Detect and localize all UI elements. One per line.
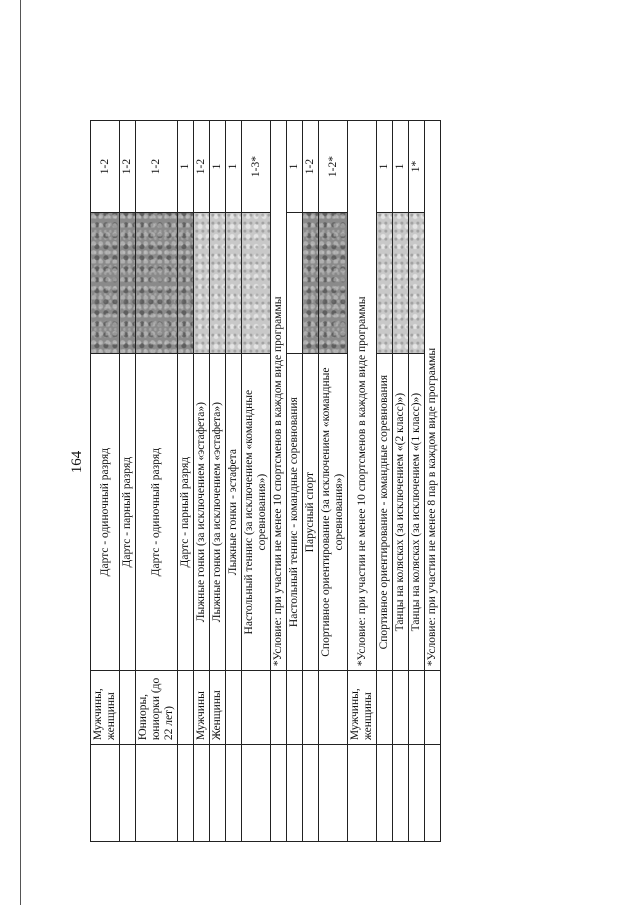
discipline-cell: Лыжные гонки - эстафета (226, 354, 242, 671)
group-cell (120, 671, 136, 745)
discipline-cell: Настольный теннис - командные соревнования (287, 354, 303, 671)
table-row (226, 121, 242, 842)
empty-cell (348, 745, 377, 842)
group-cell (226, 671, 242, 745)
value-cell: 1-2 (91, 121, 120, 213)
table-row (409, 121, 425, 842)
value-cell: 1 (377, 121, 393, 213)
shaded-cell (242, 213, 271, 354)
empty-cell (136, 745, 178, 842)
value-cell: 1-2* (319, 121, 348, 213)
value-cell: 1-2 (194, 121, 210, 213)
discipline-cell: Танцы на колясках (за исключением «(1 класс)») (409, 354, 425, 671)
condition-note: *Условие: при участии не менее 8 пар в каждом виде программы (425, 121, 441, 671)
shaded-cell (136, 213, 178, 354)
table-row (242, 121, 271, 842)
empty-cell (271, 745, 287, 842)
table-row (303, 121, 319, 842)
value-cell: 1-2 (120, 121, 136, 213)
shaded-cell (120, 213, 136, 354)
table-row (319, 121, 348, 842)
table-row (393, 121, 409, 842)
shaded-cell (409, 213, 425, 354)
value-cell: 1-2 (303, 121, 319, 213)
group-cell (393, 671, 409, 745)
sports-table (90, 120, 441, 842)
group-cell: Мужчины, женщины (91, 671, 120, 745)
value-cell: 1-2 (136, 121, 178, 213)
value-cell: 1 (393, 121, 409, 213)
value-cell: 1 (210, 121, 226, 213)
table-body (91, 121, 441, 842)
shaded-cell (377, 213, 393, 354)
group-cell (377, 671, 393, 745)
empty-cell (226, 745, 242, 842)
empty-cell (377, 745, 393, 842)
condition-row (348, 121, 377, 842)
empty-cell (319, 745, 348, 842)
value-cell: 1* (409, 121, 425, 213)
group-cell (287, 671, 303, 745)
condition-row (425, 121, 441, 842)
empty-cell (303, 745, 319, 842)
value-cell: 1 (178, 121, 194, 213)
group-cell: Женщины (210, 671, 226, 745)
table-row (136, 121, 178, 842)
shaded-cell (91, 213, 120, 354)
table-row (194, 121, 210, 842)
value-cell: 1-3* (242, 121, 271, 213)
group-cell (319, 671, 348, 745)
discipline-cell: Спортивное ориентирование - командные соревнования (377, 354, 393, 671)
shaded-cell (210, 213, 226, 354)
shaded-cell (287, 213, 303, 354)
empty-cell (287, 745, 303, 842)
group-cell: Мужчины, женщины (348, 671, 377, 745)
group-cell: Юниоры, юниорки (до 22 лет) (136, 671, 178, 745)
group-cell (178, 671, 194, 745)
discipline-cell: Лыжные гонки (за исключением «эстафета») (210, 354, 226, 671)
discipline-cell: Дартс - одиночный разряд (91, 354, 120, 671)
discipline-cell: Лыжные гонки (за исключением «эстафета») (194, 354, 210, 671)
empty-cell (242, 745, 271, 842)
value-cell: 1 (226, 121, 242, 213)
table-row (287, 121, 303, 842)
condition-note: *Условие: при участии не менее 10 спортсменов в каждом виде программы (348, 121, 377, 671)
group-cell (409, 671, 425, 745)
value-cell: 1 (287, 121, 303, 213)
table-row (377, 121, 393, 842)
shaded-cell (319, 213, 348, 354)
group-cell (271, 671, 287, 745)
table-row (120, 121, 136, 842)
empty-cell (409, 745, 425, 842)
table-row (210, 121, 226, 842)
empty-cell (194, 745, 210, 842)
shaded-cell (303, 213, 319, 354)
discipline-cell: Дартс - парный разряд (178, 354, 194, 671)
rotated-page (65, 82, 438, 842)
shaded-cell (393, 213, 409, 354)
empty-cell (120, 745, 136, 842)
discipline-cell: Спортивное ориентирование (за исключением «командные соревнования») (319, 354, 348, 671)
group-cell: Мужчины (194, 671, 210, 745)
discipline-cell: Настольный теннис (за исключением «командные соревнования») (242, 354, 271, 671)
group-cell (242, 671, 271, 745)
condition-note: *Условие: при участии не менее 10 спортсменов в каждом виде программы (271, 121, 287, 671)
empty-cell (178, 745, 194, 842)
discipline-cell: Танцы на колясках (за исключением «(2 класс)») (393, 354, 409, 671)
shaded-cell (194, 213, 210, 354)
shaded-cell (178, 213, 194, 354)
page-number: 164 (69, 450, 85, 474)
discipline-cell: Дартс - одиночный разряд (136, 354, 178, 671)
shaded-cell (226, 213, 242, 354)
empty-cell (91, 745, 120, 842)
group-cell (425, 671, 441, 745)
group-cell (303, 671, 319, 745)
empty-cell (210, 745, 226, 842)
table-row (91, 121, 120, 842)
condition-row (271, 121, 287, 842)
table-row (178, 121, 194, 842)
discipline-cell: Дартс - парный разряд (120, 354, 136, 671)
empty-cell (425, 745, 441, 842)
scan-border-line (20, 0, 21, 905)
discipline-cell: Парусный спорт (303, 354, 319, 671)
empty-cell (393, 745, 409, 842)
